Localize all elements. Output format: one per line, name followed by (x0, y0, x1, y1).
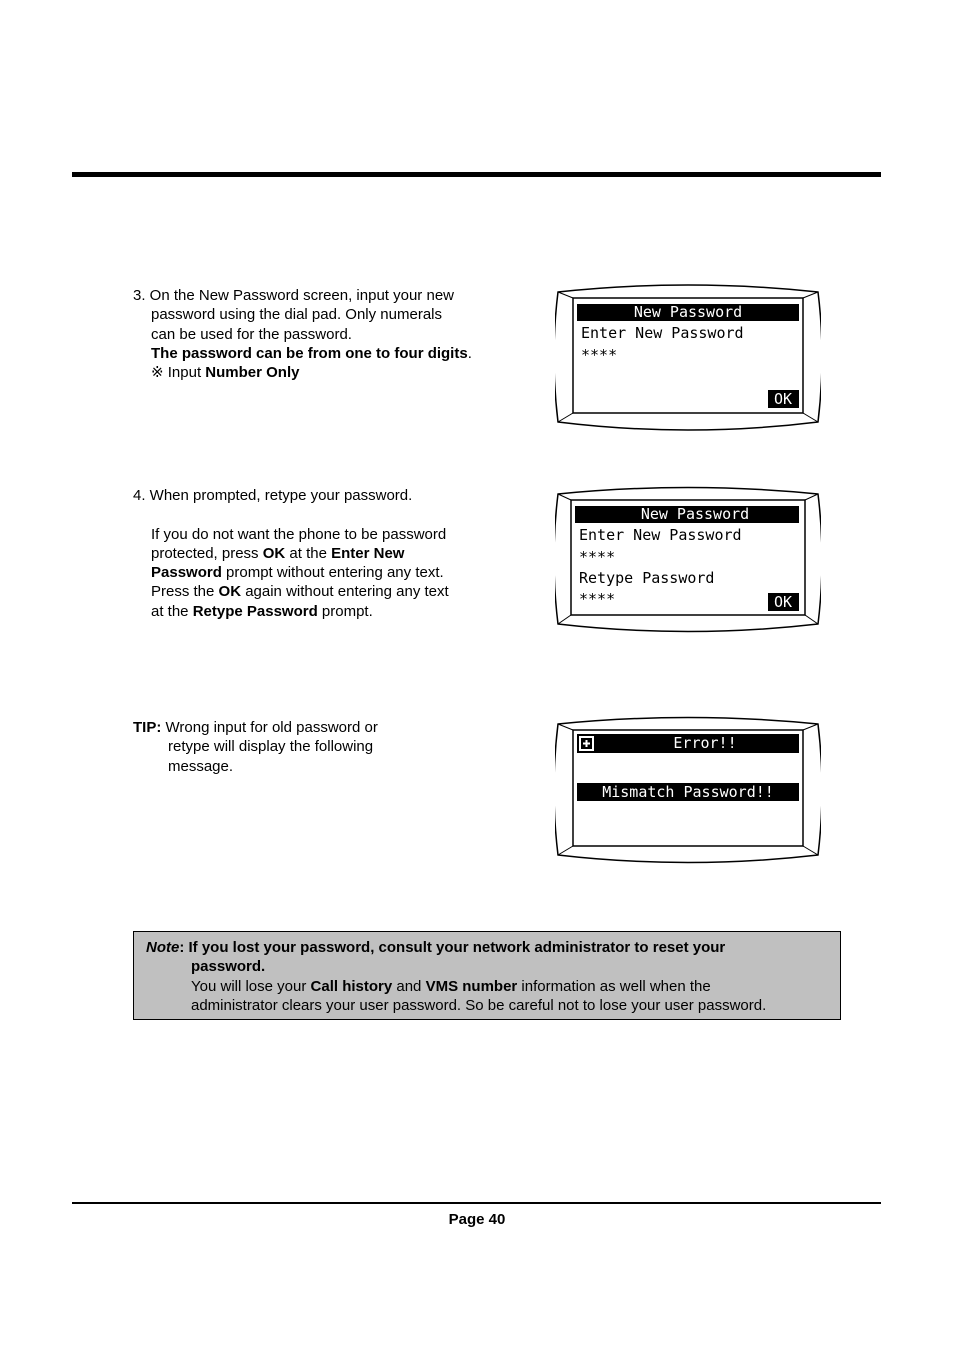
note-label: Note (146, 939, 180, 956)
password-input: **** (581, 346, 618, 364)
note-colon: : (179, 939, 185, 956)
text: Wrong input for old password or (161, 719, 378, 736)
text: You will lose your (191, 977, 311, 995)
retype-password-screen (555, 483, 821, 637)
step-3-text (133, 286, 472, 382)
password-input: **** (579, 548, 616, 566)
note-line-3 (146, 977, 830, 996)
retype-password-term: Retype Password (192, 602, 318, 620)
reference-mark-icon: ※ (151, 364, 164, 382)
text: Press the (151, 583, 219, 601)
step-4-line-6 (133, 602, 449, 621)
note-line-4: administrator clears your user password. So be careful not to lose your user password. (191, 996, 767, 1014)
mismatch-message: Mismatch Password!! (602, 783, 774, 801)
tip-line-1 (133, 718, 378, 737)
step-3-line-2: password using the dial pad. Only numerals (151, 306, 442, 324)
enter-new-term: Enter New (331, 544, 405, 562)
note-warning-end: password. (191, 958, 266, 976)
tip-line-2: retype will display the following (168, 738, 374, 756)
note-line-1 (146, 938, 830, 957)
text: at the (151, 602, 193, 620)
step-3-line-5 (133, 363, 472, 382)
password-term: Password (151, 564, 222, 582)
tip-text (133, 718, 378, 776)
note-warning: If you lost your password, consult your network administrator to reset your (184, 939, 726, 956)
period: . (467, 344, 472, 362)
ok-softkey-label: OK (773, 390, 793, 408)
note-box (133, 931, 841, 1020)
retype-password-input: **** (579, 590, 616, 608)
digits-rule: The password can be from one to four digits (151, 344, 468, 362)
tip-label: TIP: (133, 719, 162, 736)
step-4-line-2: If you do not want the phone to be password (151, 525, 447, 543)
step-4-blank-line (133, 505, 449, 524)
ok-term: OK (218, 583, 242, 601)
new-password-screen (555, 280, 821, 436)
text: at the (285, 544, 332, 562)
text: information as well when the (517, 977, 711, 995)
header-rule (72, 172, 881, 177)
text: protected, press (151, 544, 263, 562)
plus-icon (579, 736, 594, 751)
text: and (392, 977, 426, 995)
step-3-line-3: can be used for the password. (151, 325, 352, 343)
vms-number-term: VMS number (425, 977, 518, 995)
number-only-label: Number Only (205, 364, 300, 382)
call-history-term: Call history (310, 977, 393, 995)
tip-line-3: message. (168, 757, 234, 775)
retype-password-prompt: Retype Password (579, 569, 715, 587)
page-number: Page 40 (448, 1211, 506, 1228)
ok-term: OK (262, 544, 286, 562)
footer-rule (72, 1202, 881, 1204)
step-4-line-5 (133, 582, 449, 601)
screen-title: New Password (640, 505, 750, 523)
step-3-line-1: 3. On the New Password screen, input your new (133, 287, 454, 304)
step-4-line-4 (133, 563, 449, 582)
step-4-text (133, 486, 449, 621)
text: again without entering any text (241, 583, 449, 601)
text: prompt. (317, 602, 373, 620)
text: prompt without entering any text. (221, 564, 444, 582)
note-line-2 (146, 957, 830, 976)
screen-title: New Password (633, 303, 743, 321)
error-screen (555, 713, 821, 868)
step-3-line-4 (133, 344, 472, 363)
step-4-line-1: 4. When prompted, retype your password. (133, 487, 413, 504)
enter-password-prompt: Enter New Password (581, 324, 744, 342)
ok-softkey-label: OK (773, 593, 793, 611)
step-4-line-3 (133, 544, 449, 563)
enter-password-prompt: Enter New Password (579, 526, 742, 544)
error-title: Error!! (673, 734, 737, 752)
input-label: Input (163, 364, 206, 382)
